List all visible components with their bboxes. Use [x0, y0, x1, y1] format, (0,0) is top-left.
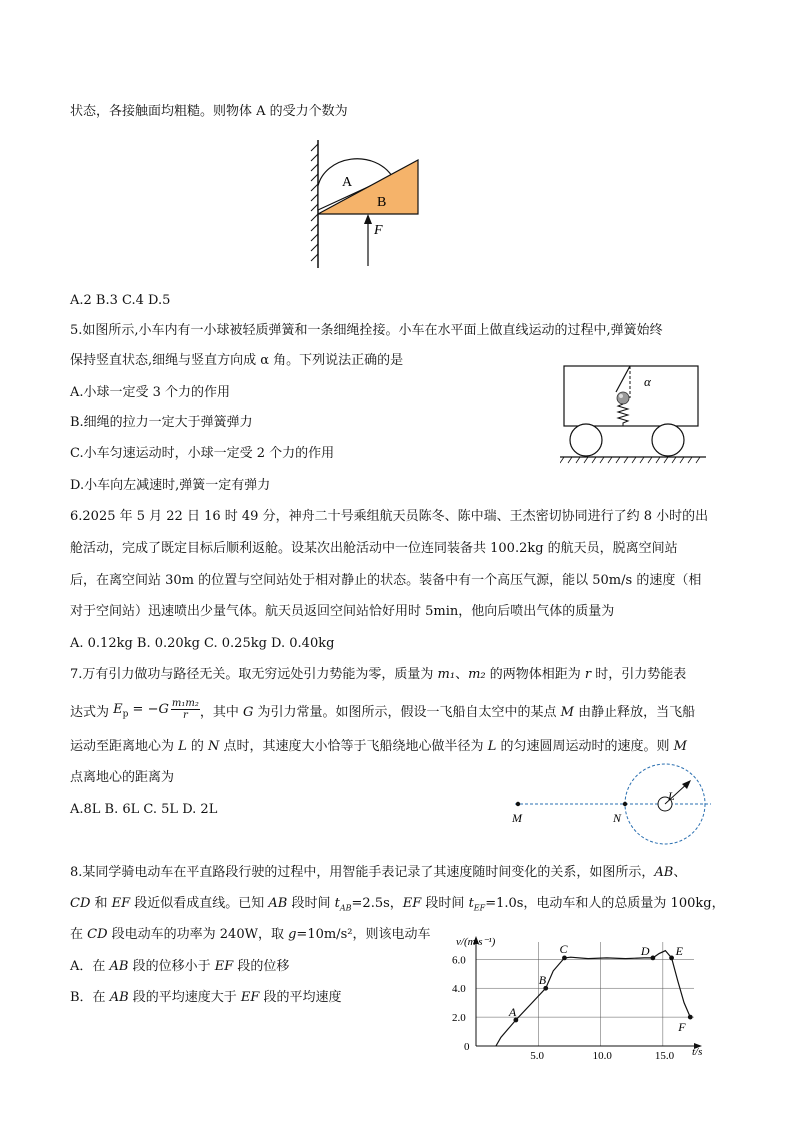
point-C [562, 955, 567, 960]
q5-cart-figure [560, 364, 710, 468]
y-axis-label: v/(m·s⁻¹) [456, 936, 496, 948]
q6-line4: 对于空间站）迅速喷出少量气体。航天员返回空间站恰好用时 5min，他向后喷出气体的质量为 [70, 604, 615, 619]
q8-line1: 8.某同学骑电动车在平直路段行驶的过程中，用智能手表记录了其速度随时间变化的关系，如图所示，AB、 [70, 865, 687, 880]
q7-line1: 7.万有引力做功与路径无关。取无穷远处引力势能为零，质量为 m₁、m₂ 的两物体相距为 r 时，引力势能表 [70, 667, 687, 682]
alpha-label: α [644, 374, 651, 389]
point-label-D: D [640, 943, 650, 958]
point-label-B: B [538, 973, 547, 988]
x-tick-label: 15.0 [654, 1050, 675, 1060]
point-label-C: C [559, 941, 568, 956]
q7-line2: 达式为 $E_p = -G$ $\frac{\text{m₁m₂}}{r}$ ，其中 G 为引力常量。如图所示，假设一飞船自太空中的某点 M 由静止释放，当飞船 [70, 698, 695, 727]
q6-line1: 6.2025 年 5 月 22 日 16 时 49 分，神舟二十号乘组航天员陈冬、陈中瑞、王杰密切协同进行了约 8 小时的出 [70, 509, 709, 524]
origin-label: 0 [464, 1041, 470, 1053]
label-l: L [668, 789, 675, 803]
q7-line4: 点离地心的距离为 [70, 770, 175, 785]
q4-stem-tail: 状态，各接触面均粗糙。则物体 A 的受力个数为 [70, 104, 348, 119]
q7-line3: 运动至距离地心为 L 的 N 点时，其速度大小恰等于飞船绕地心做半径为 L 的匀速圆周运动时的速度。则 M [70, 739, 687, 754]
velocity-curve [496, 951, 690, 1046]
q8-option-b: B．在 AB 段的平均速度大于 EF 段的平均速度 [70, 990, 342, 1005]
point-F [688, 1015, 693, 1020]
q5-line2: 保持竖直状态,细绳与竖直方向成 α 角。下列说法正确的是 [70, 353, 404, 368]
point-label-E: E [675, 943, 683, 958]
q7-orbit-figure [505, 760, 715, 856]
q8-line3: 在 CD 段电动车的功率为 240W，取 g=10m/s²，则该电动车 [70, 927, 431, 942]
y-tick-label: 2.0 [452, 1012, 466, 1025]
label-f: F [374, 223, 383, 238]
q5-line1: 5.如图所示,小车内有一小球被轻质弹簧和一条细绳拴接。小车在水平面上做直线运动的过程中,弹簧始终 [70, 323, 663, 338]
q5-option-a: A.小球一定受 3 个力的作用 [70, 385, 231, 400]
label-a: A [342, 175, 353, 190]
label-n: N [613, 811, 622, 825]
q6-line3: 后，在离空间站 30m 的位置与空间站处于相对静止的状态。装备中有一个高压气源，能以 50m/s 的速度（相 [70, 573, 702, 588]
q4-options: A.2 B.3 C.4 D.5 [70, 293, 171, 308]
label-m: M [512, 811, 522, 825]
q5-option-c: C.小车匀速运动时，小球一定受 2 个力的作用 [70, 446, 335, 461]
point-E [669, 955, 674, 960]
velocity-time-chart [446, 928, 722, 1060]
y-tick-label: 4.0 [452, 983, 466, 996]
y-tick-label: 6.0 [452, 954, 466, 967]
point-label-A: A [508, 1005, 517, 1019]
q8-option-a: A．在 AB 段的位移小于 EF 段的位移 [70, 959, 290, 974]
q4-figure [300, 138, 430, 273]
q5-option-d: D.小车向左减速时,弹簧一定有弹力 [70, 478, 271, 493]
chart-grid [476, 942, 694, 1046]
q7-options: A.8L B. 6L C. 5L D. 2L [70, 802, 218, 817]
x-tick-label: 10.0 [592, 1050, 612, 1060]
q6-line2: 舱活动，完成了既定目标后顺利返舱。设某次出舱活动中一位连同装备共 100.2kg 的航天员，脱离空间站 [70, 541, 678, 556]
point-label-F: F [678, 1020, 686, 1035]
q5-option-b: B.细绳的拉力一定大于弹簧弹力 [70, 415, 253, 430]
x-axis-label: t/s [692, 1046, 703, 1058]
x-tick-label: 5.0 [530, 1050, 545, 1060]
q8-line2: CD 和 EF 段近似看成直线。已知 AB 段时间 $t_{AB}=2.5s$，EF 段时间 $t_{EF}=1.0s$，电动车和人的总质量为 100kg， [70, 896, 725, 913]
potential-energy-formula: $E_p = -G$ $\frac{\text{m₁m₂}}{r}$ [113, 698, 199, 721]
q6-options: A. 0.12kg B. 0.20kg C. 0.25kg D. 0.40kg [70, 636, 335, 651]
label-b: B [377, 195, 387, 210]
point-D [650, 955, 655, 960]
